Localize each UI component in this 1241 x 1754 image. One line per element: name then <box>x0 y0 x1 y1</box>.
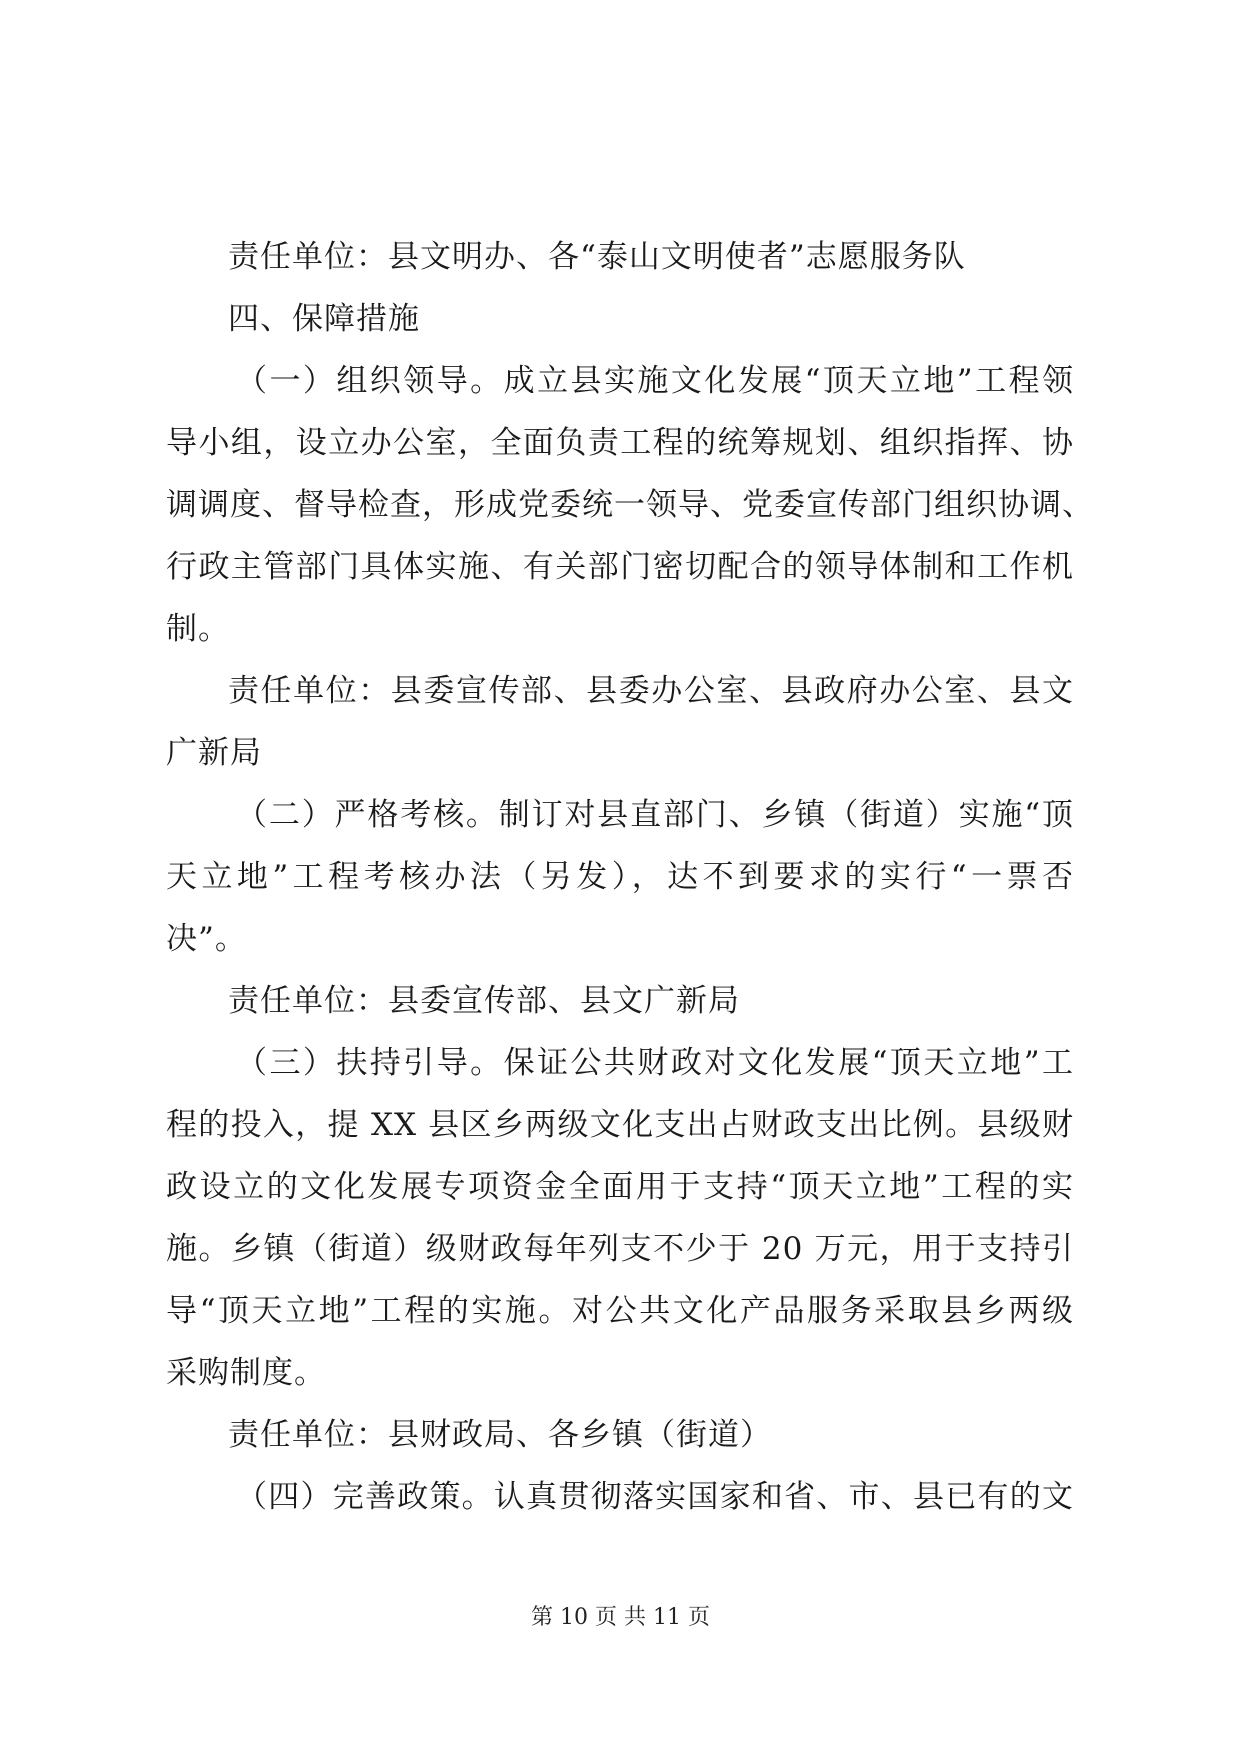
paragraph-line: 责任单位：县委宣传部、县委办公室、县政府办公室、县文 <box>228 673 1074 709</box>
paragraph-line: （二）严格考核。制订对县直部门、乡镇（街道）实施“顶 <box>236 797 1074 833</box>
paragraph-line: （一）组织领导。成立县实施文化发展“顶天立地”工程领 <box>236 363 1074 399</box>
paragraph-line: 采购制度。 <box>166 1355 326 1391</box>
paragraph-line: 广新局 <box>166 735 262 771</box>
paragraph-line: 程的投入，提 XX 县区乡两级文化支出占财政支出比例。县级财 <box>166 1107 1074 1143</box>
paragraph-line: 政设立的文化发展专项资金全面用于支持“顶天立地”工程的实 <box>166 1169 1074 1205</box>
paragraph-line: （四）完善政策。认真贯彻落实国家和省、市、县已有的文 <box>236 1479 1074 1515</box>
paragraph-line: 责任单位：县委宣传部、县文广新局 <box>228 983 740 1019</box>
paragraph-line: 天立地”工程考核办法（另发），达不到要求的实行“一票否 <box>166 859 1074 895</box>
paragraph-line: 决”。 <box>166 921 247 957</box>
paragraph-line: 行政主管部门具体实施、有关部门密切配合的领导体制和工作机 <box>166 549 1074 585</box>
paragraph-line: 责任单位：县财政局、各乡镇（街道） <box>228 1417 772 1453</box>
paragraph-line: 施。乡镇（街道）级财政每年列支不少于 20 万元，用于支持引 <box>166 1231 1074 1267</box>
paragraph-line: 责任单位：县文明办、各“泰山文明使者”志愿服务队 <box>228 239 966 275</box>
paragraph-line: （三）扶持引导。保证公共财政对文化发展“顶天立地”工 <box>236 1045 1074 1081</box>
paragraph-line: 制。 <box>166 611 230 647</box>
paragraph-line: 导“顶天立地”工程的实施。对公共文化产品服务采取县乡两级 <box>166 1293 1074 1329</box>
paragraph-line: 调调度、督导检查，形成党委统一领导、党委宣传部门组织协调、 <box>166 487 1094 523</box>
document-body <box>166 226 1094 1528</box>
page-number-footer: 第 10 页 共 11 页 <box>531 1605 710 1630</box>
section-heading: 四、保障措施 <box>228 301 420 337</box>
paragraph-line: 导小组，设立办公室，全面负责工程的统筹规划、组织指挥、协 <box>166 425 1074 461</box>
